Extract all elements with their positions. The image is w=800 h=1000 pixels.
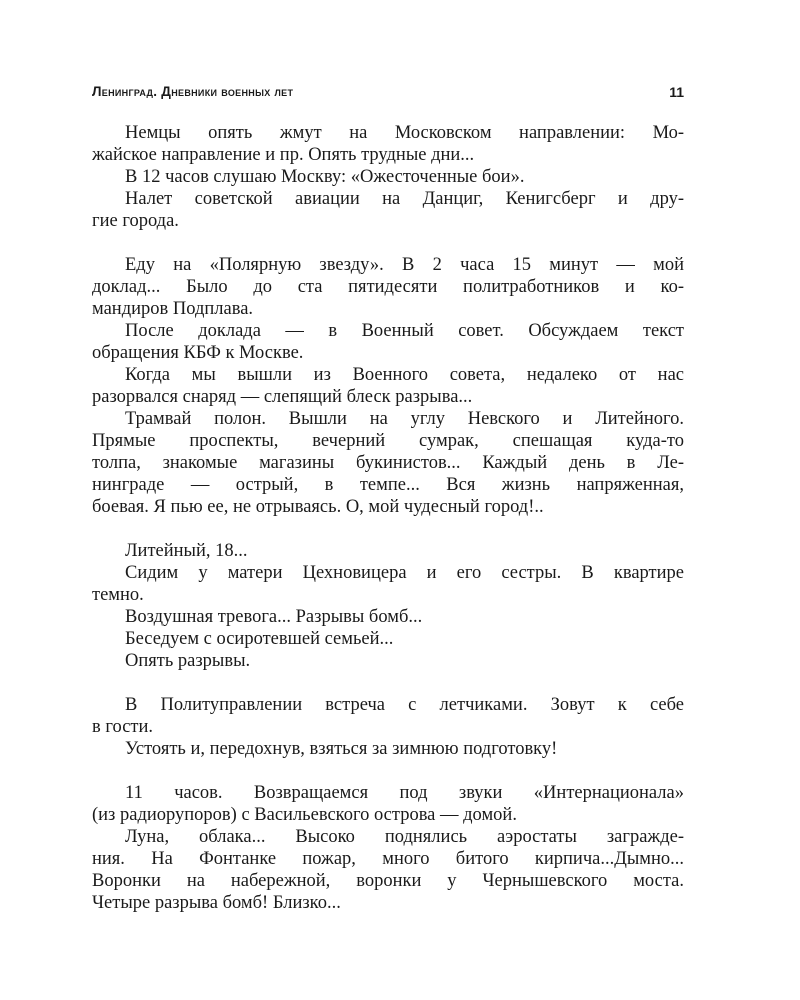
- paragraph-block: [92, 782, 684, 914]
- text-line: Луна, облака... Высоко поднялись аэростаты загражде-: [125, 827, 684, 847]
- text-line: Беседуем с осиротевшей семьей...: [125, 629, 394, 649]
- text-line: После доклада — в Военный совет. Обсуждаем текст: [125, 321, 684, 341]
- text-line: Налет советской авиации на Данциг, Кенигсберг и дру-: [125, 189, 684, 209]
- text-line: Устоять и, передохнув, взяться за зимнюю подготовку!: [125, 739, 558, 759]
- text-line: Прямые проспекты, вечерний сумрак, спешащая куда-то: [92, 431, 684, 451]
- text-line: Еду на «Полярную звезду». В 2 часа 15 минут — мой: [125, 255, 684, 275]
- paragraph-block: [92, 122, 684, 232]
- text-line: разорвался снаряд — слепящий блеск разрыва...: [92, 387, 473, 407]
- text-line: темно.: [92, 585, 144, 605]
- text-line: обращения КБФ к Москве.: [92, 343, 304, 363]
- running-header: [92, 84, 684, 108]
- text-line: Опять разрывы.: [125, 651, 251, 671]
- page-body: [92, 122, 684, 936]
- text-line: Литейный, 18...: [125, 541, 248, 561]
- text-line: в гости.: [92, 717, 154, 737]
- book-page: [92, 84, 684, 964]
- text-line: В Политуправлении встреча с летчиками. Зовут к себе: [125, 695, 684, 715]
- text-line: Трамвай полон. Вышли на углу Невского и Литейного.: [125, 409, 684, 429]
- text-line: мандиров Подплава.: [92, 299, 254, 319]
- paragraph-block: [92, 694, 684, 760]
- text-line: нинграде — острый, в темпе... Вся жизнь напряженная,: [92, 475, 684, 495]
- text-line: Воздушная тревога... Разрывы бомб...: [125, 607, 423, 627]
- text-line: 11 часов. Возвращаемся под звуки «Интернационала»: [125, 783, 684, 803]
- text-line: доклад... Было до ста пятидесяти политработников и ко-: [92, 277, 684, 297]
- text-line: Сидим у матери Цехновицера и его сестры. В квартире: [125, 563, 684, 583]
- paragraph-block: [92, 254, 684, 518]
- text-line: (из радиорупоров) с Васильевского острова — домой.: [92, 805, 517, 825]
- text-line: гие города.: [92, 211, 179, 231]
- text-line: боевая. Я пью ее, не отрываясь. О, мой чудесный город!..: [92, 497, 544, 517]
- text-line: Воронки на набережной, воронки у Чернышевского моста.: [92, 871, 684, 891]
- text-line: ния. На Фонтанке пожар, много битого кирпича...Дымно...: [92, 849, 684, 869]
- text-line: Когда мы вышли из Военного совета, недалеко от нас: [125, 365, 684, 385]
- text-line: Четыре разрыва бомб! Близко...: [92, 893, 341, 913]
- page-number: 11: [669, 84, 684, 100]
- text-line: толпа, знакомые магазины букинистов... Каждый день в Ле-: [92, 453, 684, 473]
- paragraph-block: [92, 540, 684, 672]
- running-title: Ленинград. Дневники военных лет: [92, 84, 294, 99]
- text-line: В 12 часов слушаю Москву: «Ожесточенные бои».: [125, 167, 525, 187]
- text-line: жайское направление и пр. Опять трудные дни...: [92, 145, 475, 165]
- text-line: Немцы опять жмут на Московском направлении: Мо-: [125, 123, 684, 143]
